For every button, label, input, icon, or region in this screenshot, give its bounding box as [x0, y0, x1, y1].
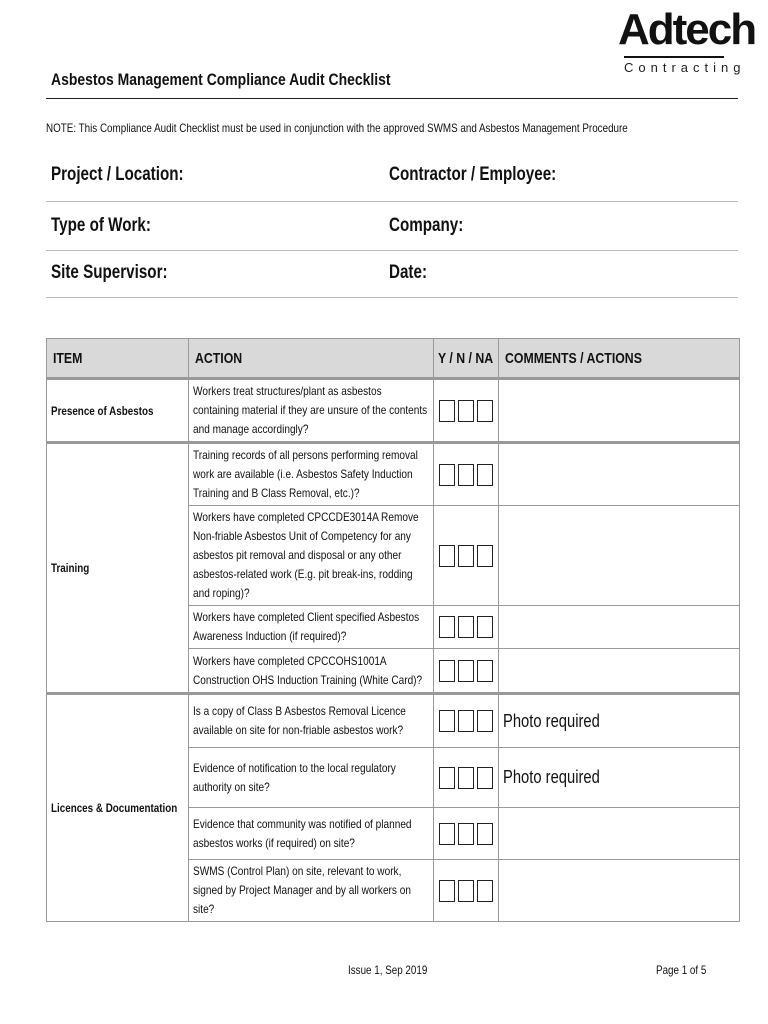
na-checkbox[interactable]	[477, 464, 493, 486]
table-row	[47, 694, 740, 748]
ynna-cell	[434, 506, 499, 606]
no-checkbox[interactable]	[458, 880, 474, 902]
ynna-cell	[434, 808, 499, 860]
comment-cell[interactable]: Photo required	[499, 748, 740, 808]
comment-cell[interactable]	[499, 443, 740, 506]
no-checkbox[interactable]	[458, 710, 474, 732]
action-cell: Workers have completed CPCCOHS1001A Construction OHS Induction Training (White Card)?	[189, 649, 434, 694]
yes-checkbox[interactable]	[439, 464, 455, 486]
action-cell: Workers treat structures/plant as asbestos containing material if they are unsure of the contents and manage accordingly?	[189, 379, 434, 443]
comment-cell[interactable]: Photo required	[499, 694, 740, 748]
no-checkbox[interactable]	[458, 616, 474, 638]
project-location-label: Project / Location:	[51, 164, 184, 185]
item-cell: Licences & Documentation	[47, 694, 189, 922]
yes-checkbox[interactable]	[439, 545, 455, 567]
date-label: Date:	[389, 262, 428, 283]
logo-subtitle: Contracting	[624, 56, 724, 75]
usage-note: NOTE: This Compliance Audit Checklist must be used in conjunction with the approved SWMS and Asbestos Management Procedure	[46, 121, 628, 135]
title-divider	[46, 98, 738, 99]
yes-checkbox[interactable]	[439, 710, 455, 732]
footer-page-number: Page 1 of 5	[656, 963, 707, 977]
na-checkbox[interactable]	[477, 660, 493, 682]
company-logo	[618, 5, 756, 75]
site-supervisor-label: Site Supervisor:	[51, 262, 168, 283]
column-header-comments: COMMENTS / ACTIONS	[499, 339, 740, 379]
na-checkbox[interactable]	[477, 545, 493, 567]
document-title: Asbestos Management Compliance Audit Checklist	[51, 70, 391, 89]
action-cell: Workers have completed CPCCDE3014A Remove Non-friable Asbestos Unit of Competency for any asbestos pit removal and disposal or any other asbestos-related work (E.g. pit break-ins, rodding and roping)?	[189, 506, 434, 606]
yes-checkbox[interactable]	[439, 880, 455, 902]
action-cell: Workers have completed Client specified Asbestos Awareness Induction (if required)?	[189, 606, 434, 649]
yes-checkbox[interactable]	[439, 767, 455, 789]
no-checkbox[interactable]	[458, 767, 474, 789]
na-checkbox[interactable]	[477, 880, 493, 902]
type-of-work-label: Type of Work:	[51, 215, 151, 236]
ynna-cell	[434, 748, 499, 808]
action-cell: Is a copy of Class B Asbestos Removal Licence available on site for non-friable asbestos work?	[189, 694, 434, 748]
field-divider	[46, 297, 738, 298]
comment-cell[interactable]	[499, 606, 740, 649]
item-cell: Training	[47, 443, 189, 694]
na-checkbox[interactable]	[477, 767, 493, 789]
table-header-row	[47, 339, 740, 379]
no-checkbox[interactable]	[458, 660, 474, 682]
na-checkbox[interactable]	[477, 823, 493, 845]
comment-cell[interactable]	[499, 808, 740, 860]
column-header-ynna: Y / N / NA	[434, 339, 499, 379]
no-checkbox[interactable]	[458, 545, 474, 567]
action-cell: Evidence of notification to the local regulatory authority on site?	[189, 748, 434, 808]
column-header-item: ITEM	[47, 339, 189, 379]
logo-name: Adtech	[618, 5, 756, 54]
ynna-cell	[434, 379, 499, 443]
yes-checkbox[interactable]	[439, 616, 455, 638]
yes-checkbox[interactable]	[439, 660, 455, 682]
yes-checkbox[interactable]	[439, 823, 455, 845]
ynna-cell	[434, 860, 499, 922]
na-checkbox[interactable]	[477, 616, 493, 638]
action-cell: SWMS (Control Plan) on site, relevant to work, signed by Project Manager and by all workers on site?	[189, 860, 434, 922]
ynna-cell	[434, 649, 499, 694]
comment-cell[interactable]	[499, 860, 740, 922]
ynna-cell	[434, 694, 499, 748]
contractor-employee-label: Contractor / Employee:	[389, 164, 557, 185]
no-checkbox[interactable]	[458, 464, 474, 486]
field-divider	[46, 250, 738, 251]
audit-checklist-table	[46, 338, 740, 922]
na-checkbox[interactable]	[477, 400, 493, 422]
yes-checkbox[interactable]	[439, 400, 455, 422]
comment-cell[interactable]	[499, 649, 740, 694]
no-checkbox[interactable]	[458, 400, 474, 422]
item-cell: Presence of Asbestos	[47, 379, 189, 443]
column-header-action: ACTION	[189, 339, 434, 379]
comment-cell[interactable]	[499, 379, 740, 443]
ynna-cell	[434, 606, 499, 649]
action-cell: Evidence that community was notified of planned asbestos works (if required) on site?	[189, 808, 434, 860]
table-row	[47, 379, 740, 443]
footer-issue: Issue 1, Sep 2019	[348, 963, 428, 977]
company-label: Company:	[389, 215, 464, 236]
comment-cell[interactable]	[499, 506, 740, 606]
field-divider	[46, 201, 738, 202]
na-checkbox[interactable]	[477, 710, 493, 732]
no-checkbox[interactable]	[458, 823, 474, 845]
ynna-cell	[434, 443, 499, 506]
table-row	[47, 443, 740, 506]
action-cell: Training records of all persons performing removal work are available (i.e. Asbestos Safety Induction Training and B Class Removal, etc.)?	[189, 443, 434, 506]
